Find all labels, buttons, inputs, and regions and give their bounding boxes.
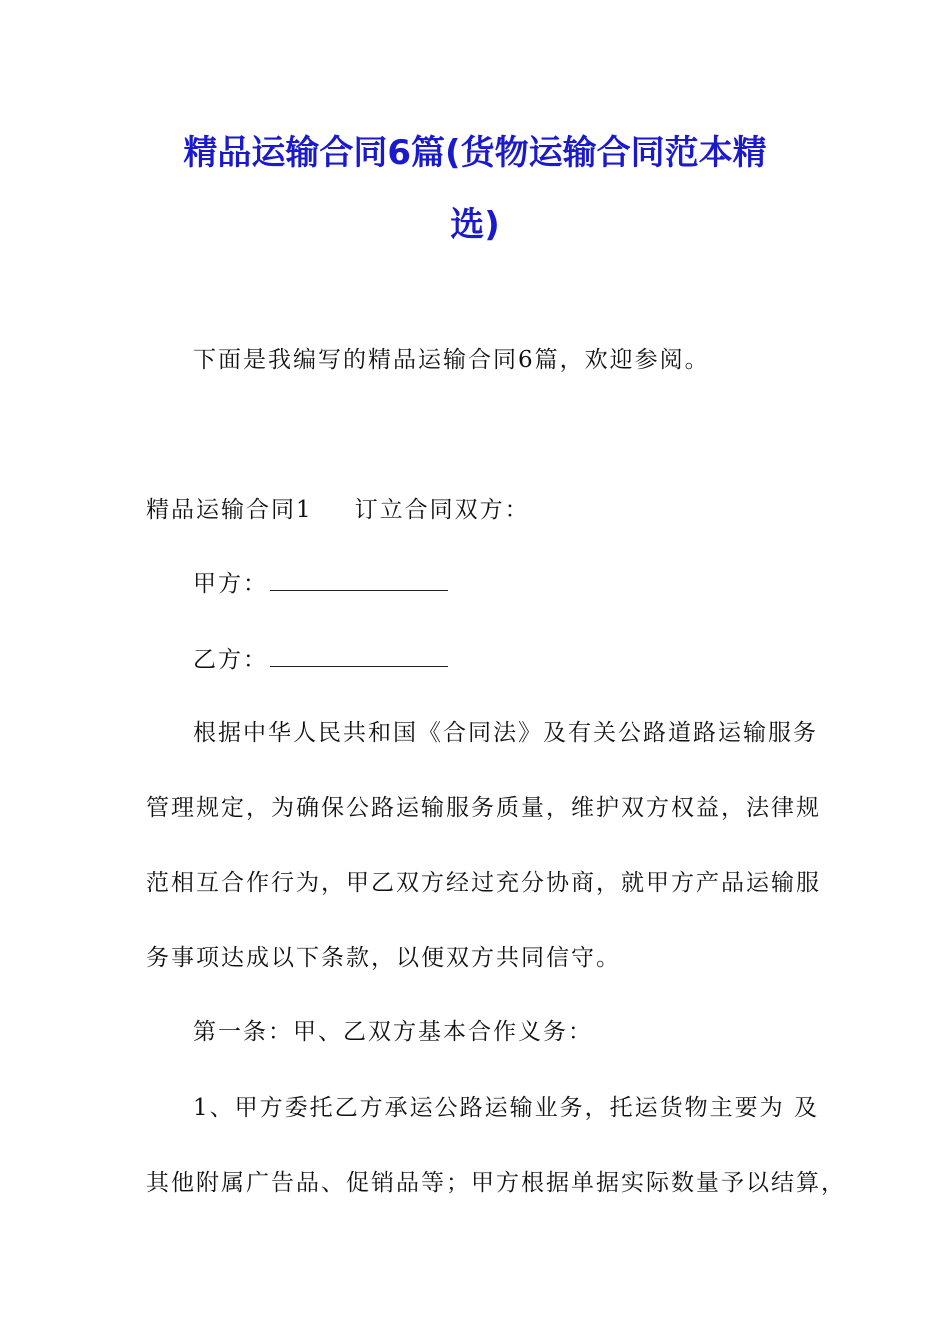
article1-heading: 第一条：甲、乙双方基本合作义务： <box>193 1019 593 1045</box>
party-a-label: 甲方： <box>193 571 268 597</box>
party-b-label: 乙方： <box>193 647 268 673</box>
paragraph1-line-1: 根据中华人民共和国《合同法》及有关公路道路运输服务 <box>193 720 818 746</box>
paragraph1-line-2: 管理规定，为确保公路运输服务质量，维护双方权益，法律规 <box>146 795 821 821</box>
section-heading-row <box>146 495 530 525</box>
item1-line-2: 其他附属广告品、促销品等；甲方根据单据实际数量予以结算， <box>146 1170 846 1196</box>
party-b-blank-line <box>270 646 448 667</box>
paragraph1-line-3: 范相互合作行为，甲乙双方经过充分协商，就甲方产品运输服 <box>146 870 821 896</box>
document-title-line-2: 选) <box>450 205 500 245</box>
intro-text: 下面是我编写的精品运输合同6篇，欢迎参阅。 <box>193 347 710 373</box>
party-a-blank-line <box>270 570 448 591</box>
paragraph1-line-4: 务事项达成以下条款，以便双方共同信守。 <box>146 945 621 971</box>
parties-label: 订立合同双方： <box>354 497 530 523</box>
party-b-row <box>193 645 448 675</box>
party-a-row <box>193 569 448 599</box>
document-title-line-1: 精品运输合同6篇(货物运输合同范本精 <box>183 133 767 173</box>
section-heading: 精品运输合同1 <box>146 497 313 523</box>
item1-line-1: 1、甲方委托乙方承运公路运输业务，托运货物主要为 及 <box>193 1095 819 1121</box>
